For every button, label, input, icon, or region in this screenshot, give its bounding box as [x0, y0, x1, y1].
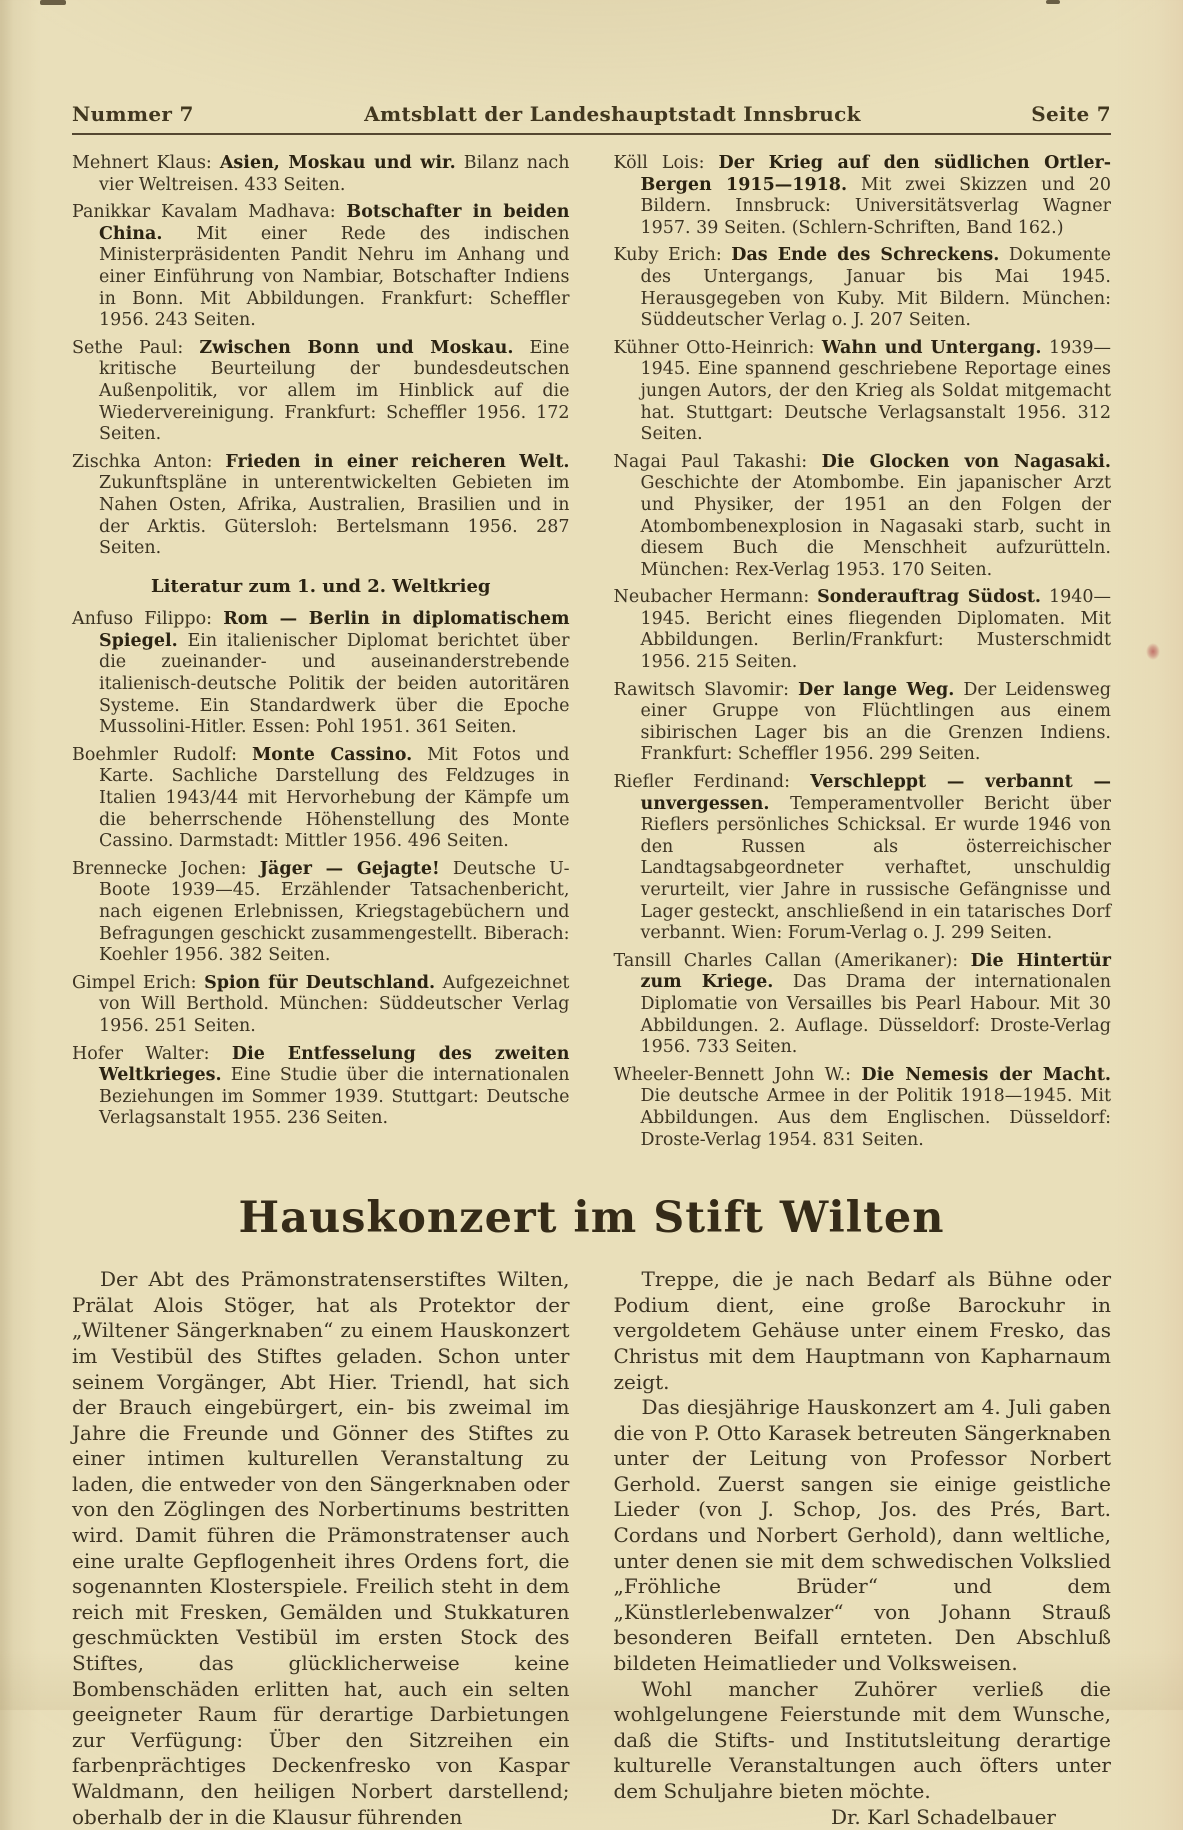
entry-author: Kühner Otto-Heinrich: [613, 337, 815, 358]
bibliography-section [72, 153, 1111, 1157]
entry-author: Panikkar Kavalam Madhava: [72, 202, 336, 223]
article-left-column [72, 1267, 570, 1830]
entry-details: Die deutsche Armee in der Politik 1918—1945. Mit Abbildungen. Aus dem Englischen. Düsseldorf: Droste-Verlag 1954. 831 Seiten. [640, 1086, 1111, 1150]
entry-title: Die Glocken von Nagasaki. [821, 451, 1111, 472]
article-heading: Hauskonzert im Stift Wilten [238, 1193, 945, 1244]
bibliography-entry [614, 951, 1112, 1059]
bibliography-entry [614, 338, 1112, 446]
entry-title: Monte Cassino. [251, 744, 413, 765]
entry-details: Der Leidensweg einer Gruppe von Flüchtlingen aus einem sibirischen Lager bis an die Grenzen Indiens. Frankfurt: Scheffler 1956. 299 Seiten. [640, 679, 1111, 765]
entry-author: Brennecke Jochen: [72, 858, 247, 879]
entry-author: Zischka Anton: [72, 451, 213, 472]
masthead [72, 0, 1111, 126]
entry-title: Asien, Moskau und wir. [219, 153, 456, 173]
entry-author: Rawitsch Slavomir: [613, 679, 790, 700]
entry-title: Wahn und Untergang. [821, 337, 1042, 358]
entry-author: Köll Lois: [613, 153, 705, 173]
entry-author: Nagai Paul Takashi: [613, 451, 808, 472]
bibliography-entry [614, 153, 1112, 239]
entry-author: Tansill Charles Callan (Amerikaner): [613, 950, 959, 971]
bibliography-list-part2 [72, 609, 570, 1130]
entry-author: Boehmler Rudolf: [72, 744, 238, 765]
article-paragraph: Das diesjährige Hauskonzert am 4. Juli gaben die von P. Otto Karasek betreuten Sängerknaben unter der Leitung von Professor Norbert Gerhold. Zuerst sangen sie einige geistliche Lieder (von J. Schop, Jos. des Prés, Bart. Cordans und Norbert Gerhold), dann weltliche, unter denen sie mit dem schwedischen Volkslied „Fröhliche Brüder“ und dem „Künstlerlebenwalzer“ von Johann Strauß besonderen Beifall ernteten. Den Abschluß bildeten Heimatlieder und Volksweisen. [613, 1395, 1111, 1676]
entry-title: Sonderauftrag Südost. [817, 587, 1042, 608]
entry-title: Jäger — Gejagte! [259, 858, 440, 879]
entry-title: Die Hintertür zum Kriege. [640, 950, 1111, 993]
entry-details: Zukunftspläne in unterentwickelten Gebieten im Nahen Osten, Afrika, Australien, Brasilien und in der Arktis. Gütersloh: Bertelsmann 1956. 287 Seiten. [99, 473, 570, 559]
entry-title: Verschleppt — verbannt — unvergessen. [640, 772, 1111, 814]
entry-title: Der Krieg auf den südlichen Ortler-Bergen 1915—1918. [640, 153, 1111, 195]
bibliography-entry [72, 859, 570, 967]
entry-details: Eine Studie über die internationalen Beziehungen im Sommer 1939. Stuttgart: Deutsche Verlagsanstalt 1955. 236 Seiten. [99, 1065, 570, 1129]
issue-number: Nummer 7 [72, 102, 194, 126]
entry-title: Das Ende des Schreckens. [731, 245, 1000, 266]
entry-author: Mehnert Klaus: [72, 153, 212, 173]
page-number: Seite 7 [1031, 102, 1111, 126]
bibliography-entry [72, 202, 570, 332]
entry-details: Bilanz nach vier Weltreisen. 433 Seiten. [99, 153, 570, 195]
entry-title: Die Nemesis der Macht. [861, 1064, 1111, 1085]
entry-title: Botschafter in beiden China. [99, 202, 570, 244]
bibliography-entry [72, 452, 570, 560]
bibliography-entry [614, 245, 1112, 331]
entry-details: Temperamentvoller Bericht über Rieflers persönliches Schicksal. Er wurde 1946 von den Russen als österreichischer Landtagsabgeordneter verhaftet, unschuldig verurteilt, vier Jahre in russische Gefängnisse und Lager gesteckt, anschließend in ein tatarisches Dorf verbannt. Wien: Forum-Verlag o. J. 299 Seiten. [640, 793, 1111, 944]
article-right-column [614, 1267, 1112, 1830]
entry-author: Neubacher Hermann: [613, 587, 810, 608]
article-paragraph: Der Abt des Prämonstratenserstiftes Wilten, Prälat Alois Stöger, hat als Protektor der „Wiltener Sängerknaben“ zu einem Hauskonzert im Vestibül des Stiftes geladen. Schon unter seinem Vorgänger, Abt Hier. Triendl, hat sich der Brauch eingebürgert, ein- bis zweimal im Jahre die Freunde und Gönner des Stiftes zu einer intimen kulturellen Veranstaltung zu laden, die entweder von den Sängerknaben oder von den Zöglingen des Norbertinums bestritten wird. Damit führen die Prämonstratenser auch eine uralte Gepflogenheit ihres Ordens fort, die sogenannten Klosterspiele. Freilich steht in dem reich mit Fresken, Gemälden und Stukkaturen geschmückten Vestibül im ersten Stock des Stiftes, das glücklicherweise keine Bombenschäden erlitten hat, auch ein selten geeigneter Raum für derartige Darbietungen zur Verfügung: Über den Sitzreihen ein farbenprächtiges Deckenfresko von Kaspar Waldmann, den heiligen Norbert darstellend; oberhalb der in die Klausur führenden [72, 1267, 570, 1829]
bibliography-list-part1 [72, 153, 570, 560]
bibliography-entry [614, 587, 1112, 673]
bibliography-entry [72, 1044, 570, 1130]
entry-details: Mit Fotos und Karte. Sachliche Darstellung des Feldzuges in Italien 1943/44 mit Hervorhebung der Kämpfe um die beherrschende Höhenstellung des Monte Cassino. Darmstadt: Mittler 1956. 496 Seiten. [99, 744, 570, 852]
entry-author: Gimpel Erich: [72, 972, 197, 993]
entry-details: Mit zwei Skizzen und 20 Bildern. Innsbruck: Universitätsverlag Wagner 1957. 39 Seiten. (Schlern-Schriften, Band 162.) [640, 174, 1111, 238]
article-right-paragraphs [614, 1267, 1112, 1804]
bibliography-entry [72, 745, 570, 853]
masthead-rule [72, 133, 1111, 135]
article-body [72, 1267, 1111, 1830]
entry-author: Hofer Walter: [72, 1043, 210, 1064]
entry-details: Aufgezeichnet von Will Berthold. München: Süddeutscher Verlag 1956. 251 Seiten. [99, 972, 570, 1036]
entry-title: Frieden in einer reicheren Welt. [225, 451, 570, 472]
entry-details: Dokumente des Untergangs, Januar bis Mai 1945. Herausgegeben von Kuby. Mit Bildern. München: Süddeutscher Verlag o. J. 207 Seiten. [640, 245, 1111, 331]
entry-details: 1940—1945. Bericht eines fliegenden Diplomaten. Mit Abbildungen. Berlin/Frankfurt: Musterschmidt 1956. 215 Seiten. [640, 587, 1111, 673]
entry-details: Das Drama der internationalen Diplomatie von Versailles bis Pearl Habour. Mit 30 Abbildungen. 2. Auflage. Düsseldorf: Droste-Verlag 1956. 733 Seiten. [640, 972, 1111, 1058]
bibliography-right-column [614, 153, 1112, 1157]
bibliography-list-right [614, 153, 1112, 1151]
entry-author: Wheeler-Bennett John W.: [613, 1064, 852, 1085]
entry-title: Zwischen Bonn und Moskau. [199, 337, 514, 358]
entry-author: Riefler Ferdinand: [613, 772, 791, 793]
bibliography-entry [72, 973, 570, 1038]
entry-title: Die Entfesselung des zweiten Weltkrieges. [99, 1043, 570, 1086]
entry-details: Geschichte der Atombombe. Ein japanischer Arzt und Physiker, der 1951 an den Folgen der Atombombenexplosion in Nagasaki starb, sucht in diesem Buch die Menschheit aufzurütteln. München: Rex-Verlag 1953. 170 Seiten. [640, 473, 1111, 580]
page-title: Amtsblatt der Landeshauptstadt Innsbruck [364, 102, 861, 126]
entry-author: Kuby Erich: [613, 245, 722, 266]
entry-title: Der lange Weg. [798, 679, 955, 700]
entry-author: Sethe Paul: [72, 337, 184, 358]
bibliography-entry [614, 772, 1112, 945]
article-paragraph: Wohl mancher Zuhörer verließ die wohlgelungene Feierstunde mit dem Wunsche, daß die Stifts- und Institutsleitung derartige kulturelle Veranstaltungen auch öfters unter dem Schuljahre bieten möchte. [613, 1676, 1111, 1803]
entry-details: Ein italienischer Diplomat berichtet über die zueinander- und auseinanderstrebende italienisch-deutsche Politik der beiden autoritären Systeme. Ein Standardwerk über die Epoche Mussolini-Hitler. Essen: Pohl 1951. 361 Seiten. [99, 630, 570, 738]
article-paragraph: Treppe, die je nach Bedarf als Bühne oder Podium dient, eine große Barockuhr in vergoldetem Gehäuse unter einem Fresko, das Christus mit dem Hauptmann von Kapharnaum zeigt. [613, 1267, 1111, 1394]
bibliography-entry [614, 680, 1112, 766]
entry-title: Spion für Deutschland. [204, 972, 436, 993]
bibliography-entry [72, 153, 570, 196]
section-heading: Literatur zum 1. und 2. Weltkrieg [150, 575, 491, 597]
entry-details: 1939—1945. Eine spannend geschriebene Reportage eines jungen Autors, der den Krieg als Soldat mitgemacht hat. Stuttgart: Deutsche Verlagsanstalt 1956. 312 Seiten. [640, 337, 1111, 445]
entry-details: Mit einer Rede des indischen Ministerpräsidenten Pandit Nehru im Anhang und einer Einführung von Nambiar, Botschafter Indiens in Bonn. Mit Abbildungen. Frankfurt: Scheffler 1956. 243 Seiten. [99, 223, 570, 331]
entry-author: Anfuso Filippo: [72, 609, 213, 630]
entry-title: Rom — Berlin in diplomatischem Spiegel. [99, 609, 570, 651]
entry-details: Eine kritische Beurteilung der bundesdeutschen Außenpolitik, vor allem im Hinblick auf die Wiedervereinigung. Frankfurt: Scheffler 1956. 172 Seiten. [99, 337, 570, 445]
bibliography-entry [72, 609, 570, 739]
bibliography-entry [614, 1065, 1112, 1151]
bibliography-entry [614, 452, 1112, 582]
bibliography-left-column [72, 153, 570, 1157]
article-signature: Dr. Karl Schadelbauer [830, 1804, 1056, 1829]
entry-details: Deutsche U-Boote 1939—45. Erzählender Tatsachenbericht, nach eigenen Erlebnissen, Kriegstagebüchern und Befragungen geschickt zusammengestellt. Biberach: Koehler 1956. 382 Seiten. [99, 858, 570, 966]
bibliography-entry [72, 338, 570, 446]
